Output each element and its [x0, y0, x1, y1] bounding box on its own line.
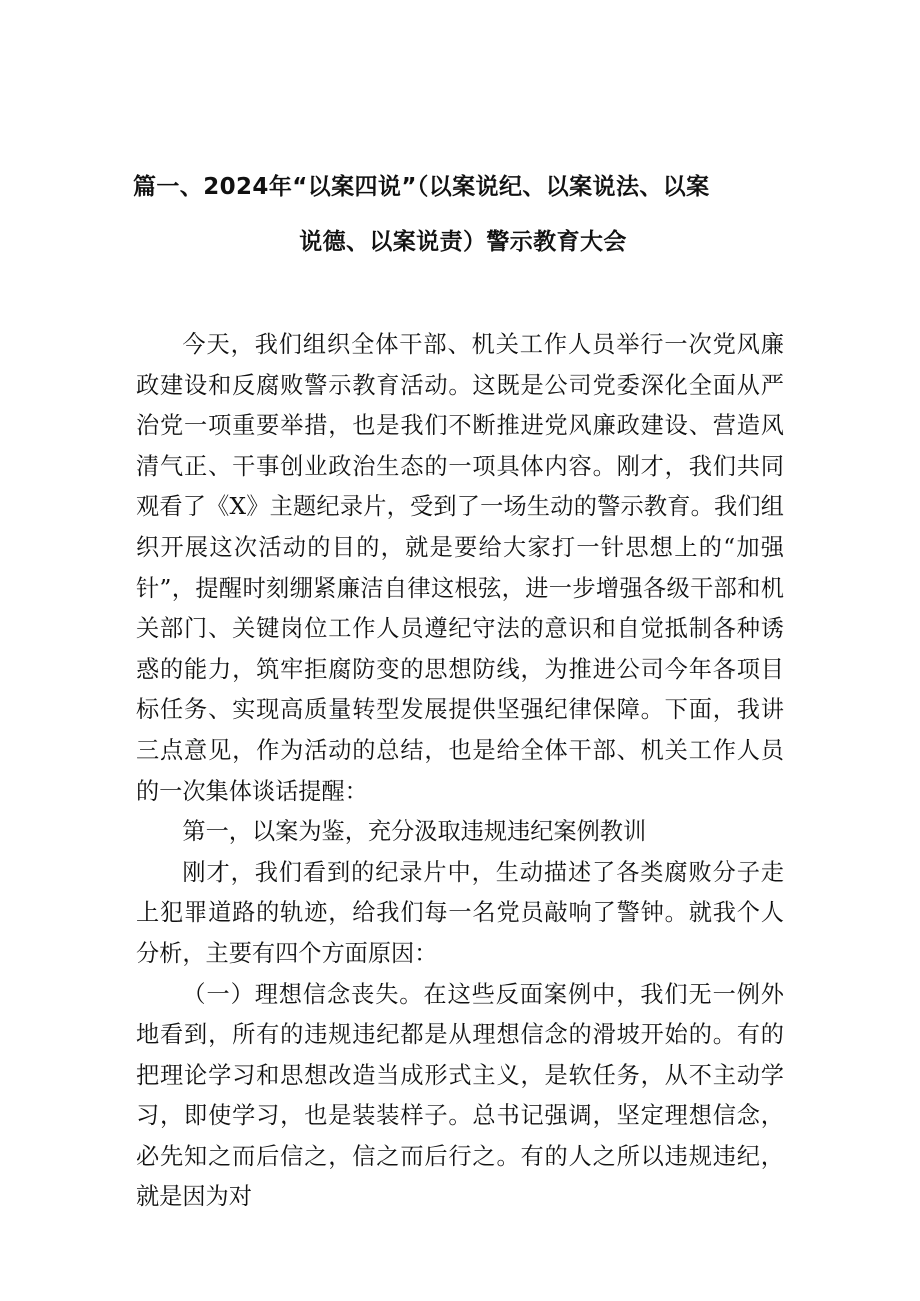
paragraph-intro: 今天，我们组织全体干部、机关工作人员举行一次党风廉政建设和反腐败警示教育活动。这既是公司党委深化全面从严治党一项重要举措，也是我们不断推进党风廉政建设、营造风清气正、干事创业政治生态的一项具体内容。刚才，我们共同观看了《X》主题纪录片，受到了一场生动的警示教育。我们组织开展这次活动的目的，就是要给大家打一针思想上的“加强针”，提醒时刻绷紧廉洁自律这根弦，进一步增强各级干部和机关部门、关键岗位工作人员遵纪守法的意识和自觉抵制各种诱惑的能力，筑牢拒腐防变的思想防线，为推进公司今年各项目标任务、实现高质量转型发展提供坚强纪律保障。下面，我讲三点意见，作为活动的总结，也是给全体干部、机关工作人员的一次集体谈话提醒：: [136, 331, 784, 805]
paragraph-analysis: 刚才，我们看到的纪录片中，生动描述了各类腐败分子走上犯罪道路的轨迹，给我们每一名党员敲响了警钟。就我个人分析，主要有四个方面原因：: [136, 858, 784, 967]
document-title-line-1: 篇一、2024年“以案四说”（以案说纪、以案说法、以案: [133, 174, 710, 200]
document-title-line-2: 说德、以案说责）警示教育大会: [299, 229, 627, 255]
paragraph-heading-first: 第一，以案为鉴，充分汲取违规违纪案例教训: [182, 818, 647, 846]
paragraph-reason-one: （一）理想信念丧失。在这些反面案例中，我们无一例外地看到，所有的违规违纪都是从理想信念的滑坡开始的。有的把理论学习和思想改造当成形式主义，是软任务，从不主动学习，即使学习，也是装装样子。总书记强调，坚定理想信念，必先知之而后信之，信之而后行之。有的人之所以违规违纪，就是因为对: [136, 980, 784, 1211]
document-body: [136, 325, 784, 1218]
